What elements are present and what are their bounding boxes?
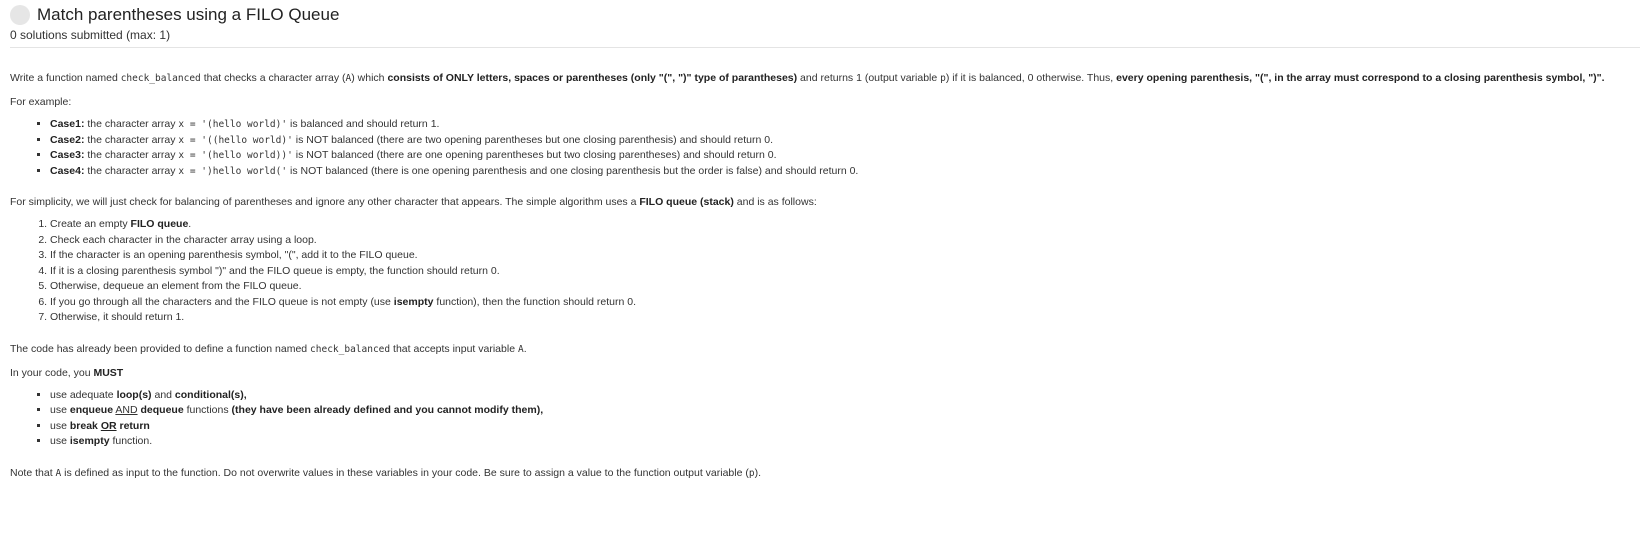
text: is NOT balanced (there are one opening parentheses but two closing parentheses) and should return 0. xyxy=(292,149,777,161)
must-paragraph xyxy=(10,365,1640,381)
step-item: 4. If it is a closing parenthesis symbol ")" and the FILO queue is empty, the function should return 0. xyxy=(50,264,1640,280)
title-row xyxy=(10,4,1640,26)
var-a: A xyxy=(345,73,352,84)
text: the character array xyxy=(84,133,179,146)
case-label: Case4: xyxy=(50,164,85,177)
bold-text: FILO queue xyxy=(130,218,189,230)
requirement-item xyxy=(50,419,1640,435)
bold-text: break xyxy=(69,419,98,432)
text: ) if it is balanced, 0 otherwise. Thus, xyxy=(945,72,1117,84)
intro-paragraph xyxy=(10,70,1640,87)
case-code: x = '((hello world)' xyxy=(178,134,293,146)
case-list xyxy=(10,117,1640,179)
step-item: 7. Otherwise, it should return 1. xyxy=(50,310,1640,326)
text: is NOT balanced (there is one opening parenthesis and one closing parenthesis but the order is false) and should return 0. xyxy=(287,164,859,177)
text: The code has already been provided to define a function named xyxy=(10,342,311,355)
bold-text: consists of ONLY letters, spaces or parentheses (only "(", ")" type of parantheses) xyxy=(387,72,798,84)
text: . xyxy=(523,342,527,355)
text: If you go through all the characters and the FILO queue is not empty (use xyxy=(50,295,394,308)
function-name: check_balanced xyxy=(120,73,201,84)
bold-text: loop(s) xyxy=(116,388,152,401)
provided-paragraph xyxy=(10,341,1640,358)
var-p: p xyxy=(748,467,755,479)
text: the character array xyxy=(84,164,179,177)
text: that accepts input variable xyxy=(390,342,518,355)
text: and xyxy=(151,388,175,401)
underlined-text: AND xyxy=(115,404,138,416)
text: Note that xyxy=(10,466,56,479)
text: Write a function named xyxy=(10,72,121,84)
text: and is as follows: xyxy=(733,196,817,208)
bold-text: return xyxy=(119,419,150,432)
bold-text: isempty xyxy=(69,435,110,447)
case-item xyxy=(50,148,1640,164)
problem-description xyxy=(10,70,1640,489)
bold-text: conditional(s), xyxy=(174,388,247,401)
text: the character array xyxy=(84,149,179,161)
case-code: x = ')hello world(' xyxy=(178,165,288,177)
text: ) which xyxy=(351,72,388,84)
step-item: 5. Otherwise, dequeue an element from the FILO queue. xyxy=(50,279,1640,295)
text: use xyxy=(50,419,70,432)
case-label: Case3: xyxy=(50,149,85,161)
text: that checks a character array ( xyxy=(200,72,346,84)
text: For simplicity, we will just check for balancing of parentheses and ignore any other character that appears. The simple algorithm uses a xyxy=(10,196,640,208)
text: is balanced and should return 1. xyxy=(287,118,440,130)
text: is NOT balanced (there are two opening parentheses but one closing parenthesis) and should return 0. xyxy=(292,133,773,146)
bold-text: enqueue xyxy=(69,404,114,416)
bold-text: dequeue xyxy=(140,404,184,416)
requirement-item xyxy=(50,403,1640,419)
text: use adequate xyxy=(50,388,117,401)
status-circle-icon xyxy=(10,5,30,25)
requirement-item xyxy=(50,388,1640,404)
requirement-item xyxy=(50,434,1640,450)
header-divider xyxy=(10,47,1640,48)
var-p: p xyxy=(940,73,946,84)
text: use xyxy=(50,404,70,416)
var-a: A xyxy=(55,467,62,479)
note-paragraph xyxy=(10,465,1640,482)
bold-text: isempty xyxy=(393,295,434,308)
text: In your code, you xyxy=(10,366,94,379)
text: ). xyxy=(754,466,761,479)
step-item xyxy=(50,295,1640,311)
bold-text: (they have been already defined and you cannot modify them), xyxy=(231,404,544,416)
problem-header xyxy=(10,4,1640,42)
case-label: Case2: xyxy=(50,133,85,146)
algorithm-steps xyxy=(10,217,1640,326)
bold-text: MUST xyxy=(93,366,124,379)
text: . xyxy=(188,218,192,230)
text: Create an empty xyxy=(50,218,131,230)
underlined-text: OR xyxy=(100,419,117,432)
submission-count: 0 solutions submitted (max: 1) xyxy=(10,28,171,42)
bold-text: every opening parenthesis, "(", in the array must correspond to a closing parenthesis symbol, ")". xyxy=(1116,72,1605,84)
case-code: x = '(hello world))' xyxy=(178,150,293,161)
text: and returns 1 (output variable xyxy=(797,72,941,84)
case-code: x = '(hello world)' xyxy=(178,119,288,130)
function-name: check_balanced xyxy=(310,343,391,355)
problem-title: Match parentheses using a FILO Queue xyxy=(37,5,340,24)
step-item xyxy=(50,217,1640,233)
step-item: 3. If the character is an opening parenthesis symbol, "(", add it to the FILO queue. xyxy=(50,248,1640,264)
text: functions xyxy=(183,404,232,416)
case-item xyxy=(50,133,1640,149)
case-item xyxy=(50,117,1640,133)
var-a: A xyxy=(517,343,524,355)
bold-text: FILO queue (stack) xyxy=(639,196,734,208)
text: function), then the function should return 0. xyxy=(433,295,637,308)
case-label: Case1: xyxy=(50,118,85,130)
requirements-list xyxy=(10,388,1640,450)
text: the character array xyxy=(84,118,179,130)
text: function. xyxy=(109,435,153,447)
case-item xyxy=(50,164,1640,180)
for-example-label: For example: xyxy=(10,96,72,108)
text: is defined as input to the function. Do not overwrite values in these variables in your code. Be sure to assign a value to the function output variable ( xyxy=(61,466,749,479)
step-item: 2. Check each character in the character array using a loop. xyxy=(50,233,1640,249)
simplicity-paragraph xyxy=(10,194,1640,210)
text: use xyxy=(50,435,70,447)
